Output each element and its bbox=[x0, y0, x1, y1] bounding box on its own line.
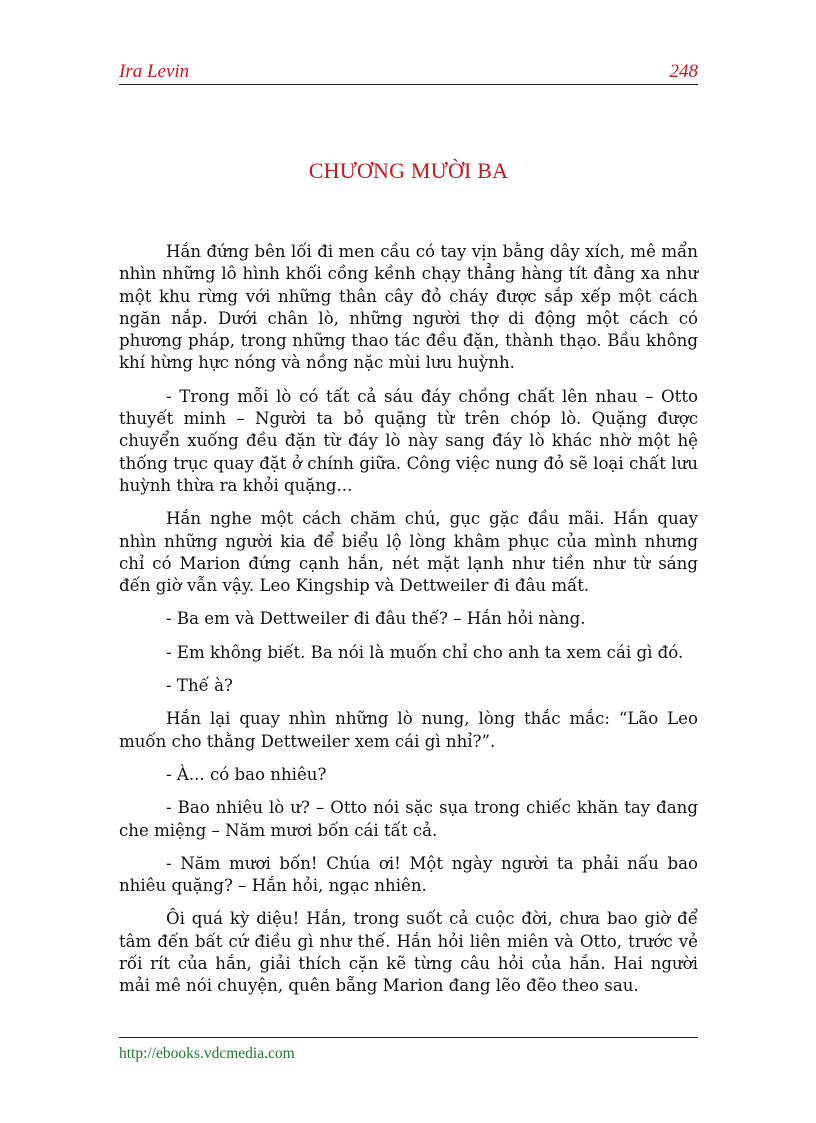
header-author: Ira Levin bbox=[119, 61, 190, 82]
page-footer bbox=[119, 1037, 698, 1063]
paragraph: - Năm mươi bốn! Chúa ơi! Một ngày người ta phải nấu bao nhiêu quặng? – Hắn hỏi, ngạc nhiên. bbox=[119, 853, 698, 896]
paragraph: Hắn đứng bên lối đi men cầu có tay vịn bằng dây xích, mê mẩn nhìn những lô hình khối cồng kềnh chạy thẳng hàng tít đằng xa như một khu rừng với những thân cây đỏ cháy được sắp xếp một cách ngăn nắp. Dưới chân lò, những người thợ di động một cách có phương pháp, trong những thao tác đều đặn, thành thạo. Bầu không khí hừng hực nóng và nồng nặc mùi lưu huỳnh. bbox=[119, 242, 698, 373]
paragraph: - Trong mỗi lò có tất cả sáu đáy chồng chất lên nhau – Otto thuyết minh – Người ta bỏ quặng từ trên chóp lò. Quặng được chuyển xuống đều đặn từ đáy lò này sang đáy lò khác nhờ một hệ thống trục quay đặt ở chính giữa. Công việc nung đỏ sẽ loại chất lưu huỳnh thừa ra khỏi quặng... bbox=[119, 386, 698, 495]
paragraph: - Em không biết. Ba nói là muốn chỉ cho anh ta xem cái gì đó. bbox=[166, 642, 684, 662]
paragraph: Ôi quá kỳ diệu! Hắn, trong suốt cả cuộc đời, chưa bao giờ để tâm đến bất cứ điều gì như thế. Hắn hỏi liên miên và Otto, trước vẻ rối rít của hắn, giải thích cặn kẽ từng câu hỏi của hắn. Hai người mải mê nói chuyện, quên bẵng Marion đang lẽo đẽo theo sau. bbox=[119, 909, 698, 996]
page-header bbox=[119, 58, 698, 85]
header-page-number: 248 bbox=[669, 61, 698, 82]
paragraph: Hắn nghe một cách chăm chú, gục gặc đầu mãi. Hắn quay nhìn những người kia để biểu lộ lòng khâm phục của mình nhưng chỉ có Marion đứng cạnh hắn, nét mặt lạnh như tiền như từ sáng đến giờ vẫn vậy. Leo Kingship và Dettweiler đi đâu mất. bbox=[119, 509, 698, 596]
chapter-body bbox=[119, 241, 698, 1009]
footer-url-link[interactable]: http://ebooks.vdcmedia.com bbox=[119, 1045, 295, 1062]
paragraph: - Bao nhiêu lò ư? – Otto nói sặc sụa trong chiếc khăn tay đang che miệng – Năm mươi bốn cái tất cả. bbox=[119, 798, 698, 840]
paragraph: Hắn lại quay nhìn những lò nung, lòng thắc mắc: “Lão Leo muốn cho thằng Dettweiler xem cái gì nhỉ?”. bbox=[119, 709, 698, 751]
paragraph: - À... có bao nhiêu? bbox=[166, 764, 327, 784]
paragraph: - Thế à? bbox=[166, 676, 233, 696]
chapter-title: CHƯƠNG MƯỜI BA bbox=[308, 158, 509, 183]
paragraph: - Ba em và Dettweiler đi đâu thế? – Hắn hỏi nàng. bbox=[166, 609, 586, 629]
